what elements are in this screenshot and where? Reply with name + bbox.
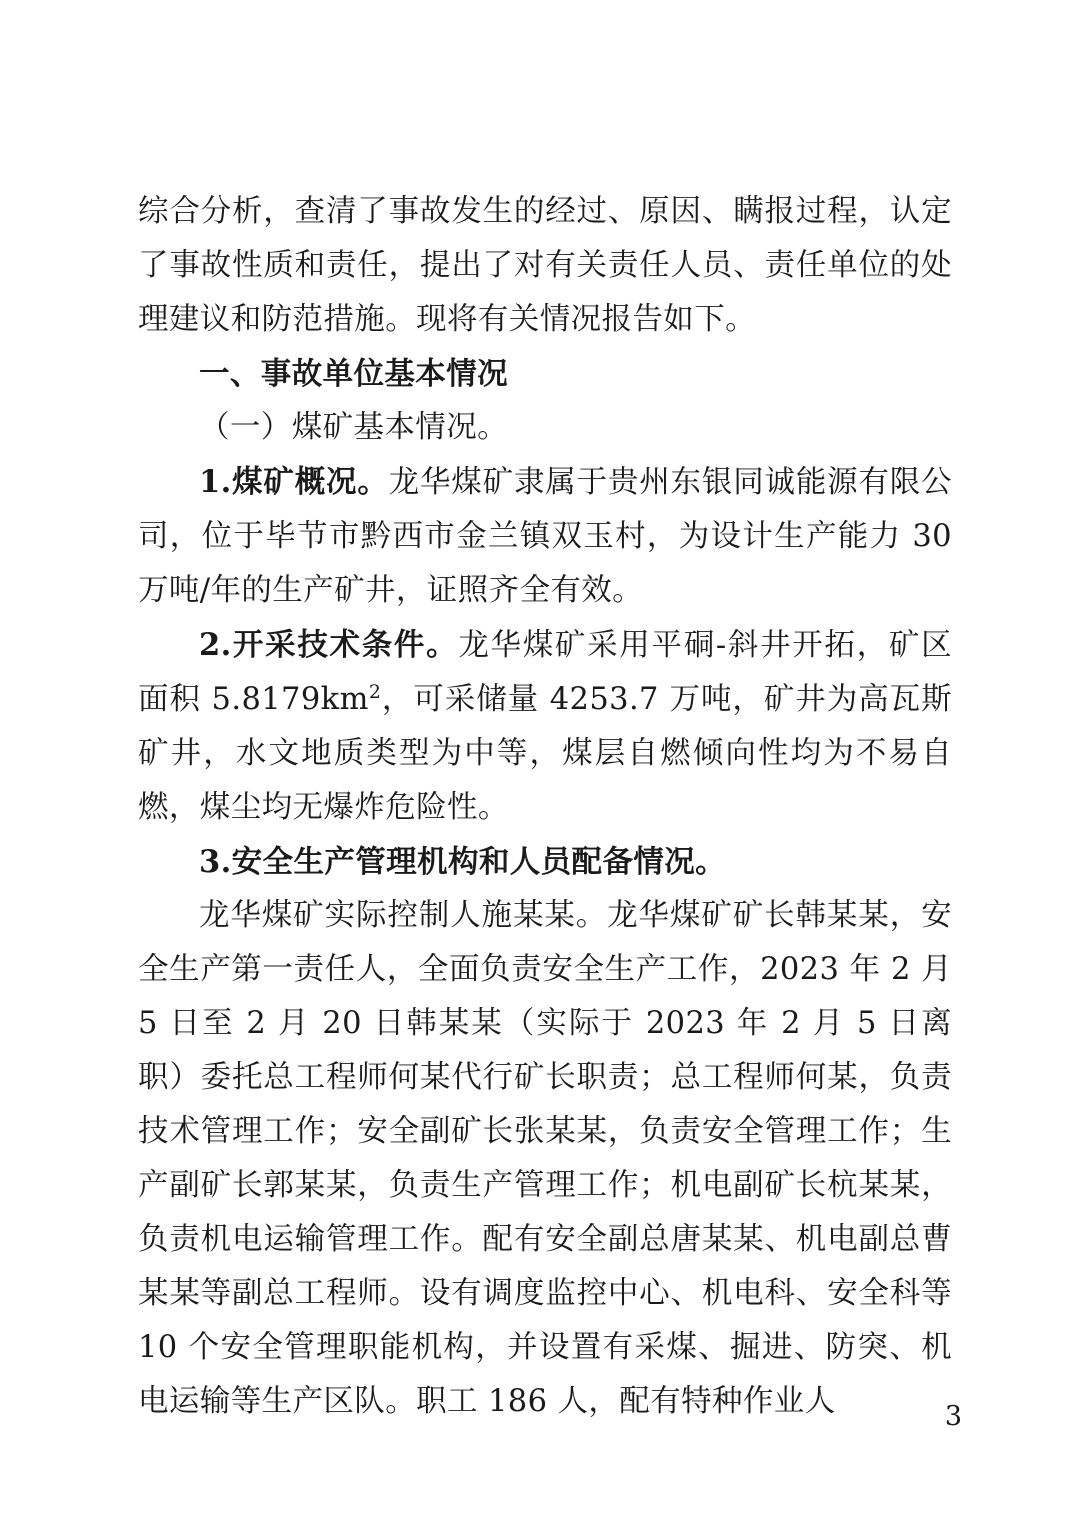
paragraph-personnel: 龙华煤矿实际控制人施某某。龙华煤矿矿长韩某某，安全生产第一责任人，全面负责安全生产工作，2023 年 2 月 5 日至 2 月 20 日韩某某（实际于 2023 年 2 月 5 日离职）委托总工程师何某代行矿长职责；总工程师何某，负责技术管理工作；安全副矿长张某某，负责安全管理工作；生产副矿长郭某某，负责生产管理工作；机电副矿长杭某某，负责机电运输管理工作。配有安全副总唐某某、机电副总曹某某等副总工程师。设有调度监控中心、机电科、安全科等 10 个安全管理职能机构，并设置有采煤、掘进、防突、机电运输等生产区队。职工 186 人，配有特种作业人 (138, 898, 952, 1419)
paragraph-summary: 综合分析，查清了事故发生的经过、原因、瞒报过程，认定了事故性质和责任，提出了对有关责任人员、责任单位的处理建议和防范措施。现将有关情况报告如下。 (138, 194, 952, 337)
page-number: 3 (944, 1401, 962, 1432)
subsection-heading-safety-management: 3.安全生产管理机构和人员配备情况。 (199, 844, 727, 880)
paragraph-mine-overview-body: 龙华煤矿隶属于贵州东银同诚能源有限公司，位于毕节市黔西市金兰镇双玉村，为设计生产能力 30 万吨/年的生产矿井，证照齐全有效。 (138, 465, 953, 608)
paragraph-mine-overview-lead: 1.煤矿概况。 (199, 464, 389, 500)
subsection-heading-one: （一）煤矿基本情况。 (199, 410, 508, 445)
paragraph-mining-conditions-body-after: ，可采储量 4253.7 万吨，矿井为高瓦斯矿井，水文地质类型为中等，煤层自燃倾向性均为不易自燃，煤尘均无爆炸危险性。 (138, 682, 952, 825)
section-heading-one: 一、事故单位基本情况 (199, 356, 508, 392)
paragraph-mining-conditions (138, 618, 952, 835)
area-unit-superscript: 2 (368, 680, 382, 703)
paragraph-mining-conditions-body-before: 龙华煤矿采用平硐-斜井开拓，矿区面积 5.8179km (138, 628, 952, 717)
paragraph-mining-conditions-lead: 2.开采技术条件。 (199, 627, 459, 663)
paragraph-mine-overview (138, 455, 952, 618)
